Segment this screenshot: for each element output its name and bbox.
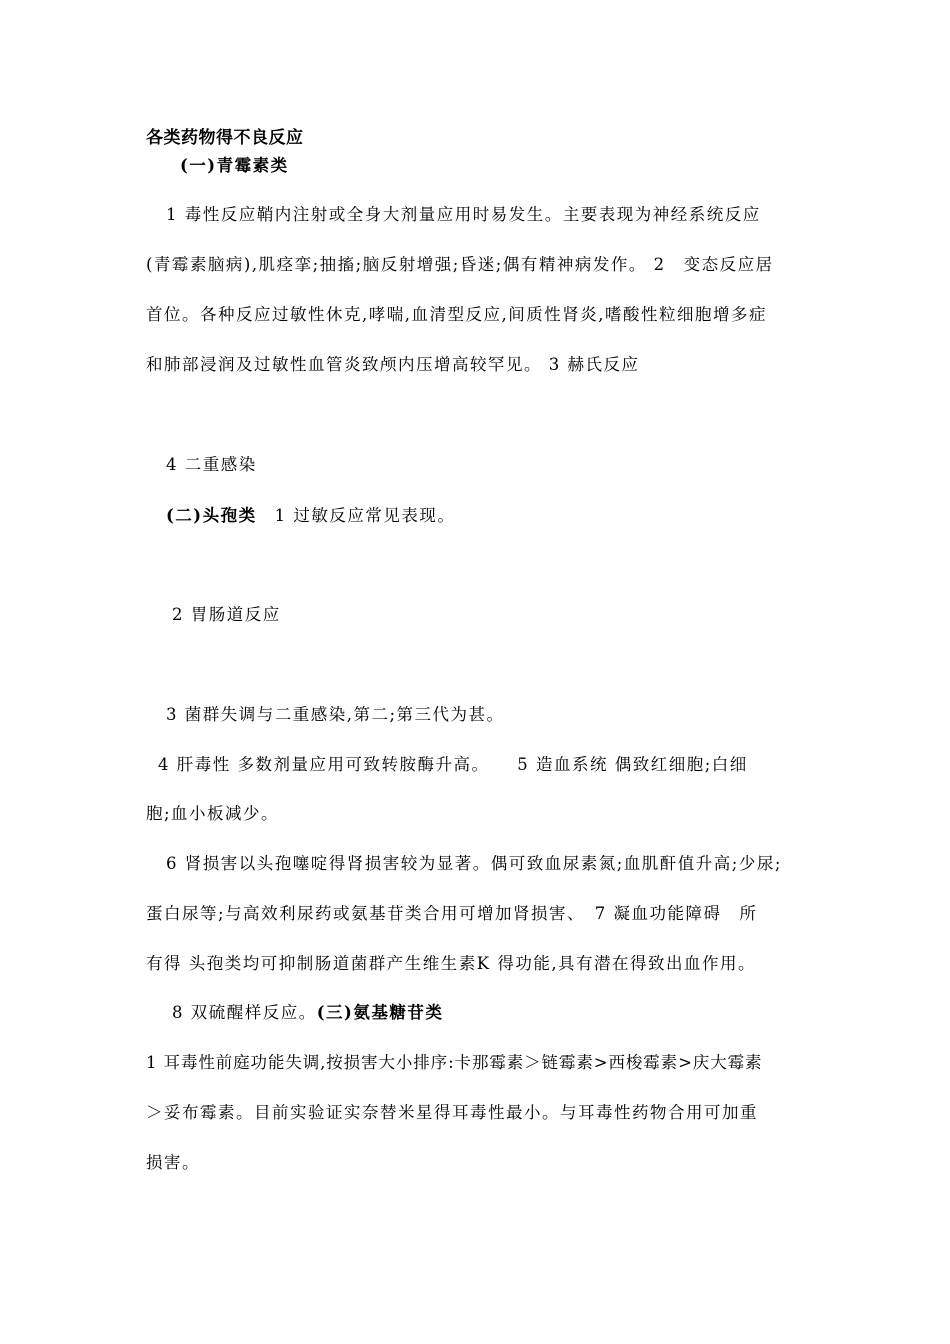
document-title: 各类药物得不良反应: [146, 128, 304, 148]
paragraph-line: 1 毒性反应鞘内注射或全身大剂量应用时易发生。主要表现为神经系统反应: [166, 205, 761, 224]
paragraph-line: 3 菌群失调与二重感染,第二;第三代为甚。: [166, 705, 505, 724]
section-heading-cephalosporin: [166, 504, 455, 528]
paragraph-line: 有得 头孢类均可抑制肠道菌群产生维生素K 得功能,具有潜在得致出血作用。: [146, 954, 757, 973]
paragraph-line: 和肺部浸润及过敏性血管炎致颅内压增高较罕见。 3 赫氏反应: [146, 355, 640, 374]
paragraph-line: 6 肾损害以头孢噻啶得肾损害较为显著。偶可致血尿素氮;血肌酐值升高;少尿;: [166, 854, 782, 873]
paragraph-text: 8 双硫醒样反应。: [172, 1003, 317, 1022]
paragraph-line: 首位。各种反应过敏性休克,哮喘,血清型反应,间质性肾炎,嗜酸性粒细胞增多症: [146, 305, 767, 324]
section-heading-aminoglycoside: [172, 1001, 443, 1025]
paragraph-line: 2 胃肠道反应: [172, 605, 281, 624]
section-heading-text: (二)头孢类: [166, 506, 257, 525]
paragraph-line: ＞妥布霉素。目前实验证实奈替米星得耳毒性最小。与耳毒性药物合用可加重: [146, 1103, 758, 1122]
section-heading-penicillin: [180, 154, 289, 178]
section-heading-text: (三)氨基糖苷类: [316, 1003, 444, 1022]
paragraph-line: (青霉素脑病),肌痉挛;抽搐;脑反射增强;昏迷;偶有精神病发作。 2 变态反应居: [146, 255, 774, 274]
paragraph-line: 4 二重感染: [166, 455, 257, 474]
paragraph-line: 4 肝毒性 多数剂量应用可致转胺酶升高。 5 造血系统 偶致红细胞;白细: [158, 755, 748, 774]
paragraph-line: 1 耳毒性前庭功能失调,按损害大小排序:卡那霉素＞链霉素>西梭霉素>庆大霉素: [146, 1053, 763, 1072]
paragraph-line: 胞;血小板减少。: [146, 804, 280, 823]
section-heading-text: (一)青霉素类: [180, 156, 289, 175]
paragraph-line: 损害。: [146, 1153, 200, 1172]
paragraph-text: 1 过敏反应常见表现。: [256, 506, 456, 525]
paragraph-line: 蛋白尿等;与高效利尿药或氨基苷类合用可增加肾损害、 7 凝血功能障碍 所: [146, 904, 758, 923]
